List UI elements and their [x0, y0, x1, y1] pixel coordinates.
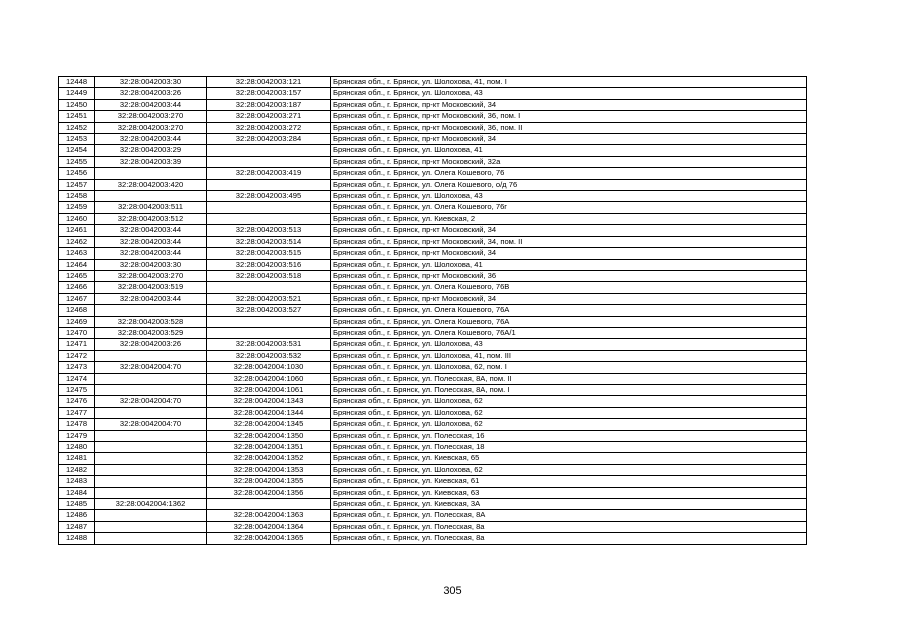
table-row	[59, 145, 807, 156]
building-cadastral-cell	[207, 327, 331, 338]
row-number-cell: 12455	[59, 156, 95, 167]
land-cadastral-cell: 32:28:0042003:30	[95, 77, 207, 88]
table-row	[59, 499, 807, 510]
row-number-cell: 12469	[59, 316, 95, 327]
row-number-cell: 12474	[59, 373, 95, 384]
building-cadastral-cell: 32:28:0042004:1060	[207, 373, 331, 384]
row-number-cell: 12473	[59, 362, 95, 373]
table-row	[59, 442, 807, 453]
building-cadastral-cell: 32:28:0042003:157	[207, 88, 331, 99]
address-cell: Брянская обл., г. Брянск, ул. Полесская, 8а	[331, 533, 807, 544]
table-row	[59, 248, 807, 259]
row-number-cell: 12452	[59, 122, 95, 133]
land-cadastral-cell	[95, 476, 207, 487]
address-cell: Брянская обл., г. Брянск, ул. Олега Кошевого, 76А	[331, 305, 807, 316]
building-cadastral-cell: 32:28:0042004:1344	[207, 407, 331, 418]
building-cadastral-cell: 32:28:0042003:532	[207, 350, 331, 361]
table-row	[59, 111, 807, 122]
row-number-cell: 12484	[59, 487, 95, 498]
address-cell: Брянская обл., г. Брянск, ул. Шолохова, 41	[331, 145, 807, 156]
row-number-cell: 12457	[59, 179, 95, 190]
land-cadastral-cell: 32:28:0042003:44	[95, 236, 207, 247]
building-cadastral-cell: 32:28:0042004:1343	[207, 396, 331, 407]
table-row	[59, 270, 807, 281]
building-cadastral-cell: 32:28:0042003:187	[207, 99, 331, 110]
address-cell: Брянская обл., г. Брянск, ул. Олега Кошевого, 76г	[331, 202, 807, 213]
row-number-cell: 12450	[59, 99, 95, 110]
row-number-cell: 12478	[59, 419, 95, 430]
table-row	[59, 99, 807, 110]
land-cadastral-cell	[95, 430, 207, 441]
building-cadastral-cell	[207, 316, 331, 327]
land-cadastral-cell: 32:28:0042003:420	[95, 179, 207, 190]
building-cadastral-cell: 32:28:0042004:1350	[207, 430, 331, 441]
building-cadastral-cell: 32:28:0042004:1363	[207, 510, 331, 521]
address-cell: Брянская обл., г. Брянск, ул. Олега Кошевого, о/д 76	[331, 179, 807, 190]
table-row	[59, 362, 807, 373]
address-cell: Брянская обл., г. Брянск, ул. Шолохова, 43	[331, 191, 807, 202]
land-cadastral-cell	[95, 384, 207, 395]
address-cell: Брянская обл., г. Брянск, пр-кт Московский, 36	[331, 270, 807, 281]
building-cadastral-cell: 32:28:0042003:495	[207, 191, 331, 202]
address-cell: Брянская обл., г. Брянск, ул. Олега Кошевого, 76А	[331, 316, 807, 327]
land-cadastral-cell: 32:28:0042003:30	[95, 259, 207, 270]
row-number-cell: 12463	[59, 248, 95, 259]
row-number-cell: 12470	[59, 327, 95, 338]
row-number-cell: 12451	[59, 111, 95, 122]
land-cadastral-cell	[95, 305, 207, 316]
table-row	[59, 384, 807, 395]
table-row	[59, 453, 807, 464]
table-row	[59, 373, 807, 384]
table-row	[59, 225, 807, 236]
table-row	[59, 202, 807, 213]
address-cell: Брянская обл., г. Брянск, ул. Киевская, 2	[331, 213, 807, 224]
address-cell: Брянская обл., г. Брянск, ул. Олега Кошевого, 76В	[331, 282, 807, 293]
table-row	[59, 533, 807, 544]
address-cell: Брянская обл., г. Брянск, ул. Шолохова, 41	[331, 259, 807, 270]
table-row	[59, 407, 807, 418]
table-row	[59, 350, 807, 361]
row-number-cell: 12476	[59, 396, 95, 407]
row-number-cell: 12460	[59, 213, 95, 224]
table-row	[59, 179, 807, 190]
address-cell: Брянская обл., г. Брянск, ул. Киевская, 63	[331, 487, 807, 498]
table-row	[59, 510, 807, 521]
row-number-cell: 12475	[59, 384, 95, 395]
row-number-cell: 12453	[59, 134, 95, 145]
table-row	[59, 236, 807, 247]
row-number-cell: 12458	[59, 191, 95, 202]
land-cadastral-cell	[95, 168, 207, 179]
table-row	[59, 191, 807, 202]
table-row	[59, 259, 807, 270]
land-cadastral-cell	[95, 464, 207, 475]
address-cell: Брянская обл., г. Брянск, ул. Шолохова, 62	[331, 419, 807, 430]
land-cadastral-cell: 32:28:0042003:529	[95, 327, 207, 338]
land-cadastral-cell	[95, 350, 207, 361]
table-row	[59, 396, 807, 407]
land-cadastral-cell: 32:28:0042003:512	[95, 213, 207, 224]
land-cadastral-cell: 32:28:0042004:70	[95, 396, 207, 407]
land-cadastral-cell: 32:28:0042004:70	[95, 419, 207, 430]
address-cell: Брянская обл., г. Брянск, пр-кт Московский, 34	[331, 134, 807, 145]
address-cell: Брянская обл., г. Брянск, ул. Шолохова, 43	[331, 88, 807, 99]
table-row	[59, 88, 807, 99]
row-number-cell: 12486	[59, 510, 95, 521]
land-cadastral-cell: 32:28:0042003:44	[95, 225, 207, 236]
row-number-cell: 12485	[59, 499, 95, 510]
land-cadastral-cell	[95, 453, 207, 464]
address-cell: Брянская обл., г. Брянск, пр-кт Московский, 34	[331, 293, 807, 304]
row-number-cell: 12448	[59, 77, 95, 88]
table-row	[59, 419, 807, 430]
row-number-cell: 12477	[59, 407, 95, 418]
land-cadastral-cell: 32:28:0042003:44	[95, 293, 207, 304]
land-cadastral-cell	[95, 521, 207, 532]
table-row	[59, 476, 807, 487]
building-cadastral-cell: 32:28:0042004:1352	[207, 453, 331, 464]
building-cadastral-cell: 32:28:0042004:1356	[207, 487, 331, 498]
building-cadastral-cell: 32:28:0042004:1355	[207, 476, 331, 487]
address-cell: Брянская обл., г. Брянск, ул. Шолохова, 62	[331, 407, 807, 418]
land-cadastral-cell: 32:28:0042004:1362	[95, 499, 207, 510]
table-row	[59, 213, 807, 224]
row-number-cell: 12480	[59, 442, 95, 453]
address-cell: Брянская обл., г. Брянск, ул. Полесская, 8а	[331, 521, 807, 532]
land-cadastral-cell	[95, 487, 207, 498]
building-cadastral-cell: 32:28:0042003:527	[207, 305, 331, 316]
land-cadastral-cell: 32:28:0042004:70	[95, 362, 207, 373]
building-cadastral-cell: 32:28:0042003:521	[207, 293, 331, 304]
land-cadastral-cell	[95, 510, 207, 521]
building-cadastral-cell: 32:28:0042003:514	[207, 236, 331, 247]
address-cell: Брянская обл., г. Брянск, ул. Полесская, 8А	[331, 510, 807, 521]
land-cadastral-cell: 32:28:0042003:519	[95, 282, 207, 293]
row-number-cell: 12483	[59, 476, 95, 487]
row-number-cell: 12488	[59, 533, 95, 544]
land-cadastral-cell	[95, 442, 207, 453]
building-cadastral-cell	[207, 202, 331, 213]
row-number-cell: 12449	[59, 88, 95, 99]
building-cadastral-cell: 32:28:0042003:531	[207, 339, 331, 350]
building-cadastral-cell: 32:28:0042004:1351	[207, 442, 331, 453]
row-number-cell: 12479	[59, 430, 95, 441]
building-cadastral-cell: 32:28:0042004:1030	[207, 362, 331, 373]
table-row	[59, 464, 807, 475]
page-number: 305	[443, 585, 462, 597]
address-cell: Брянская обл., г. Брянск, ул. Киевская, 65	[331, 453, 807, 464]
row-number-cell: 12466	[59, 282, 95, 293]
building-cadastral-cell: 32:28:0042004:1061	[207, 384, 331, 395]
table-row	[59, 77, 807, 88]
row-number-cell: 12459	[59, 202, 95, 213]
address-cell: Брянская обл., г. Брянск, ул. Полесская, 8А, пом. I	[331, 384, 807, 395]
address-cell: Брянская обл., г. Брянск, пр-кт Московский, 34, пом. II	[331, 236, 807, 247]
table-row	[59, 156, 807, 167]
row-number-cell: 12465	[59, 270, 95, 281]
land-cadastral-cell	[95, 533, 207, 544]
land-cadastral-cell: 32:28:0042003:270	[95, 122, 207, 133]
land-cadastral-cell	[95, 191, 207, 202]
building-cadastral-cell	[207, 179, 331, 190]
table-row	[59, 293, 807, 304]
address-cell: Брянская обл., г. Брянск, ул. Киевская, 61	[331, 476, 807, 487]
table-row	[59, 168, 807, 179]
address-cell: Брянская обл., г. Брянск, ул. Полесская, 16	[331, 430, 807, 441]
building-cadastral-cell	[207, 213, 331, 224]
building-cadastral-cell: 32:28:0042004:1345	[207, 419, 331, 430]
row-number-cell: 12461	[59, 225, 95, 236]
building-cadastral-cell	[207, 145, 331, 156]
table-row	[59, 305, 807, 316]
land-cadastral-cell	[95, 407, 207, 418]
building-cadastral-cell	[207, 499, 331, 510]
land-cadastral-cell: 32:28:0042003:29	[95, 145, 207, 156]
address-cell: Брянская обл., г. Брянск, ул. Полесская, 8А, пом. II	[331, 373, 807, 384]
building-cadastral-cell: 32:28:0042003:516	[207, 259, 331, 270]
table-row	[59, 122, 807, 133]
land-cadastral-cell: 32:28:0042003:44	[95, 248, 207, 259]
address-cell: Брянская обл., г. Брянск, пр-кт Московский, 36, пом. II	[331, 122, 807, 133]
row-number-cell: 12481	[59, 453, 95, 464]
row-number-cell: 12454	[59, 145, 95, 156]
table-row	[59, 521, 807, 532]
table-row	[59, 134, 807, 145]
row-number-cell: 12487	[59, 521, 95, 532]
building-cadastral-cell: 32:28:0042004:1365	[207, 533, 331, 544]
address-cell: Брянская обл., г. Брянск, ул. Шолохова, 62, пом. I	[331, 362, 807, 373]
building-cadastral-cell	[207, 156, 331, 167]
address-cell: Брянская обл., г. Брянск, пр-кт Московский, 32а	[331, 156, 807, 167]
address-cell: Брянская обл., г. Брянск, пр-кт Московский, 34	[331, 248, 807, 259]
address-cell: Брянская обл., г. Брянск, пр-кт Московский, 34	[331, 225, 807, 236]
building-cadastral-cell: 32:28:0042003:271	[207, 111, 331, 122]
table-row	[59, 339, 807, 350]
address-cell: Брянская обл., г. Брянск, ул. Шолохова, 62	[331, 396, 807, 407]
row-number-cell: 12472	[59, 350, 95, 361]
address-cell: Брянская обл., г. Брянск, ул. Олега Кошевого, 76	[331, 168, 807, 179]
address-cell: Брянская обл., г. Брянск, ул. Олега Кошевого, 76А/1	[331, 327, 807, 338]
land-cadastral-cell	[95, 373, 207, 384]
land-cadastral-cell: 32:28:0042003:26	[95, 339, 207, 350]
address-cell: Брянская обл., г. Брянск, ул. Шолохова, 41, пом. I	[331, 77, 807, 88]
registry-table-body	[59, 77, 807, 545]
address-cell: Брянская обл., г. Брянск, ул. Полесская, 18	[331, 442, 807, 453]
land-cadastral-cell: 32:28:0042003:26	[95, 88, 207, 99]
building-cadastral-cell: 32:28:0042003:121	[207, 77, 331, 88]
building-cadastral-cell: 32:28:0042003:284	[207, 134, 331, 145]
building-cadastral-cell: 32:28:0042004:1364	[207, 521, 331, 532]
row-number-cell: 12456	[59, 168, 95, 179]
land-cadastral-cell: 32:28:0042003:44	[95, 99, 207, 110]
table-row	[59, 327, 807, 338]
address-cell: Брянская обл., г. Брянск, ул. Шолохова, 43	[331, 339, 807, 350]
building-cadastral-cell: 32:28:0042003:513	[207, 225, 331, 236]
land-cadastral-cell: 32:28:0042003:39	[95, 156, 207, 167]
address-cell: Брянская обл., г. Брянск, ул. Шолохова, 41, пом. III	[331, 350, 807, 361]
table-row	[59, 282, 807, 293]
building-cadastral-cell: 32:28:0042003:272	[207, 122, 331, 133]
table-row	[59, 487, 807, 498]
address-cell: Брянская обл., г. Брянск, ул. Шолохова, 62	[331, 464, 807, 475]
row-number-cell: 12462	[59, 236, 95, 247]
land-cadastral-cell: 32:28:0042003:528	[95, 316, 207, 327]
table-row	[59, 430, 807, 441]
row-number-cell: 12467	[59, 293, 95, 304]
land-cadastral-cell: 32:28:0042003:270	[95, 111, 207, 122]
row-number-cell: 12471	[59, 339, 95, 350]
building-cadastral-cell: 32:28:0042003:515	[207, 248, 331, 259]
land-cadastral-cell: 32:28:0042003:44	[95, 134, 207, 145]
land-cadastral-cell: 32:28:0042003:270	[95, 270, 207, 281]
address-cell: Брянская обл., г. Брянск, ул. Киевская, 3А	[331, 499, 807, 510]
address-cell: Брянская обл., г. Брянск, пр-кт Московский, 36, пом. I	[331, 111, 807, 122]
row-number-cell: 12468	[59, 305, 95, 316]
row-number-cell: 12482	[59, 464, 95, 475]
address-cell: Брянская обл., г. Брянск, пр-кт Московский, 34	[331, 99, 807, 110]
building-cadastral-cell: 32:28:0042003:419	[207, 168, 331, 179]
row-number-cell: 12464	[59, 259, 95, 270]
land-cadastral-cell: 32:28:0042003:511	[95, 202, 207, 213]
building-cadastral-cell: 32:28:0042003:518	[207, 270, 331, 281]
building-cadastral-cell	[207, 282, 331, 293]
registry-table	[58, 76, 807, 545]
table-row	[59, 316, 807, 327]
building-cadastral-cell: 32:28:0042004:1353	[207, 464, 331, 475]
